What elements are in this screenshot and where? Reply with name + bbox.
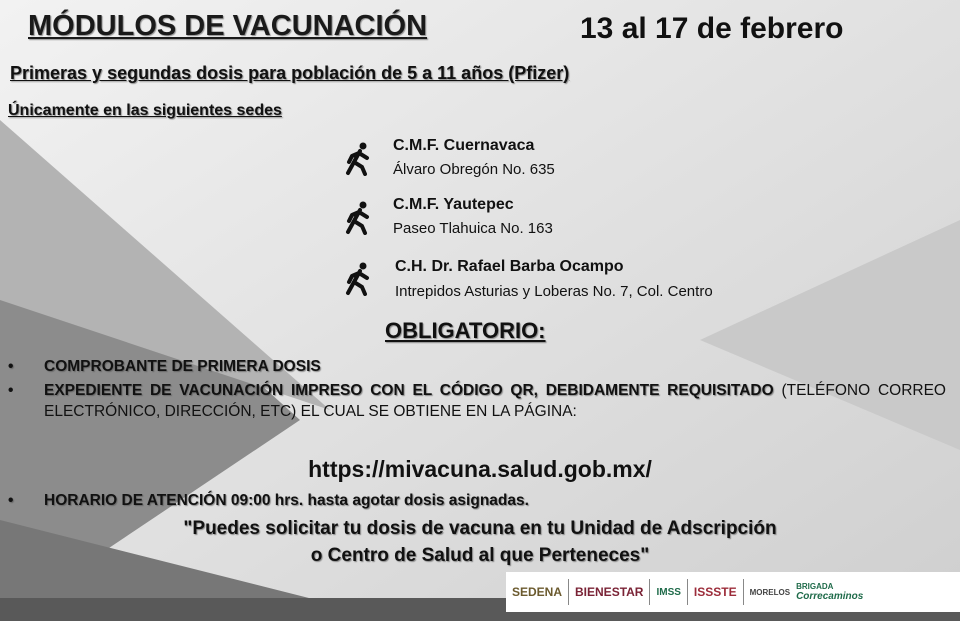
list-item: • EXPEDIENTE DE VACUNACIÓN IMPRESO CON EL CÓDIGO QR, DEBIDAMENTE REQUISITADO (TELÉFONO CORREO ELECTRÓNICO, DIRECCIÓN, ETC) EL CUAL SE OBTIENE EN LA PÁGINA: [8, 382, 946, 420]
quote-line-1: "Puedes solicitar tu dosis de vacuna en tu Unidad de Adscripción [183, 518, 777, 539]
requirement-text: COMPROBANTE DE PRIMERA DOSIS [44, 358, 321, 375]
site-name: C.M.F. Cuernavaca [393, 137, 535, 154]
divider [649, 579, 650, 605]
bienestar-logo: BIENESTAR [575, 585, 644, 599]
site-name: C.M.F. Yautepec [393, 196, 514, 213]
mandatory-heading: OBLIGATORIO: [385, 318, 546, 343]
sedena-logo: SEDENA [512, 585, 563, 599]
schedule-list [8, 490, 946, 511]
divider [687, 579, 688, 605]
site-address: Álvaro Obregón No. 635 [393, 161, 555, 178]
divider [568, 579, 569, 605]
quote-line-2: o Centro de Salud al que Perteneces" [310, 545, 650, 566]
site-name: C.H. Dr. Rafael Barba Ocampo [395, 258, 624, 275]
list-item: • HORARIO DE ATENCIÓN 09:00 hrs. hasta agotar dosis asignadas. [8, 492, 529, 509]
site-address: Paseo Tlahuica No. 163 [393, 220, 553, 237]
walking-person-icon [343, 142, 373, 176]
requirement-text-bold: EXPEDIENTE DE VACUNACIÓN IMPRESO CON EL CÓDIGO QR, DEBIDAMENTE REQUISITADO [44, 382, 774, 399]
walking-person-icon [343, 262, 373, 296]
date-range: 13 al 17 de febrero [580, 12, 844, 45]
vaccination-url[interactable]: https://mivacuna.salud.gob.mx/ [308, 456, 652, 482]
imss-logo: IMSS [656, 586, 681, 598]
schedule-text: HORARIO DE ATENCIÓN 09:00 hrs. hasta agotar dosis asignadas. [44, 492, 529, 509]
brigada-correcaminos-logo: BRIGADA Correcaminos [796, 582, 864, 602]
institution-logos [506, 572, 960, 612]
list-item: • COMPROBANTE DE PRIMERA DOSIS [8, 358, 321, 375]
page-title: MÓDULOS DE VACUNACIÓN [28, 10, 428, 42]
locations-label: Únicamente en las siguientes sedes [8, 102, 282, 119]
subtitle: Primeras y segundas dosis para población de 5 a 11 años (Pfizer) [10, 63, 570, 83]
walking-person-icon [343, 201, 373, 235]
issste-logo: ISSSTE [693, 585, 737, 599]
requirements-list [8, 356, 946, 422]
requirement-text: (TELÉFONO CORREO ELECTRÓNICO, DIRECCIÓN, ETC) EL CUAL SE OBTIENE EN LA PÁGINA: [44, 382, 946, 420]
site-address: Intrepidos Asturias y Loberas No. 7, Col. Centro [395, 283, 713, 300]
divider [743, 579, 744, 605]
morelos-logo: MORELOS [749, 587, 791, 597]
